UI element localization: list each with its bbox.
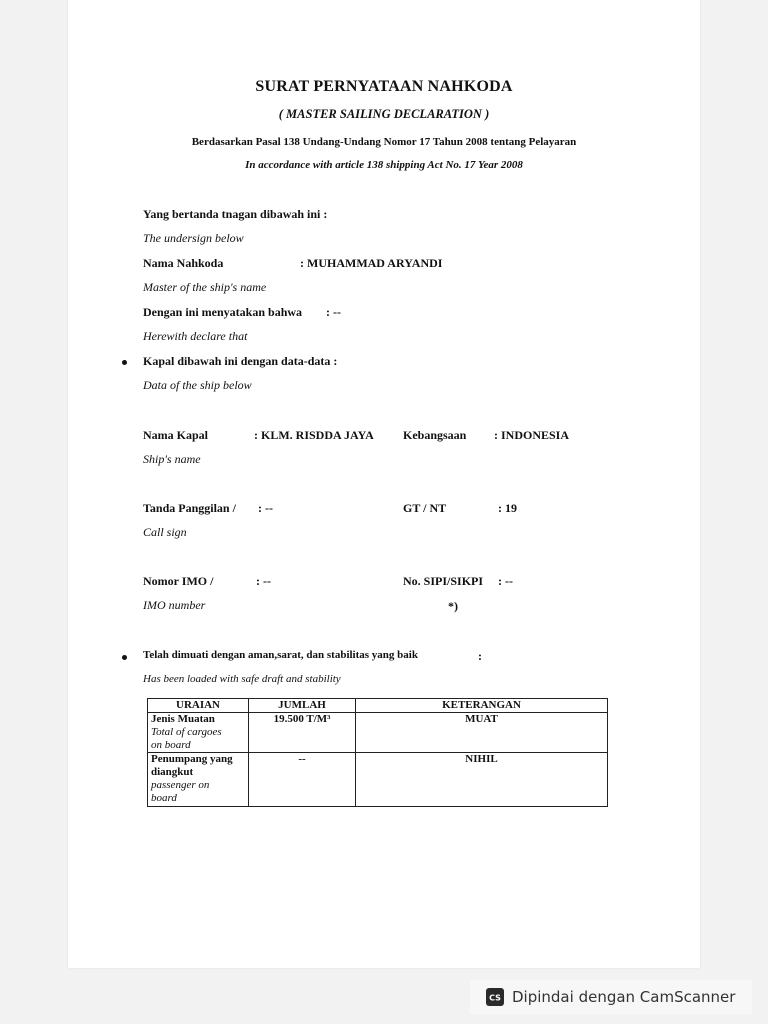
sipi-label: No. SIPI/SIKPI [403, 574, 484, 588]
logo-text: CS [489, 993, 501, 1003]
call-sign-value: : -- [258, 501, 273, 515]
cargo-note: MUAT [356, 713, 608, 753]
legal-basis: Berdasarkan Pasal 138 Undang-Undang Nomor 17 Tahun 2008 tentang Pelayaran [191, 136, 577, 148]
ship-name-value: : KLM. RISDDA JAYA [254, 428, 374, 442]
cargo-type-label-english: Total of cargoes [151, 726, 222, 738]
master-name-value: : MUHAMMAD ARYANDI [300, 256, 443, 270]
bullet-icon [122, 360, 127, 365]
table-header-row [148, 699, 608, 713]
document-subtitle: ( MASTER SAILING DECLARATION ) [278, 107, 490, 121]
row-description [148, 713, 249, 753]
imo-label-english: IMO number [143, 598, 206, 612]
master-name-label: Nama Nahkoda [143, 256, 224, 270]
call-sign-label: Tanda Panggilan / [143, 501, 236, 515]
nationality-value: : INDONESIA [494, 428, 570, 442]
declare-label-english: Herewith declare that [143, 329, 248, 343]
watermark-text: Dipindai dengan CamScanner [512, 988, 736, 1006]
cargo-type-label: Jenis Muatan [151, 713, 215, 725]
passenger-amount: -- [249, 753, 356, 807]
imo-value: : -- [256, 574, 271, 588]
passenger-label: Penumpang yang diangkut [151, 753, 233, 778]
passenger-label-english-cont: board [151, 792, 177, 804]
document-title: SURAT PERNYATAAN NAHKODA [255, 78, 513, 95]
sipi-value: : -- [498, 574, 513, 588]
table-row [148, 713, 608, 753]
loading-heading-english: Has been loaded with safe draft and stability [143, 673, 341, 685]
cargo-amount: 19.500 T/M³ [249, 713, 356, 753]
call-sign-label-english: Call sign [143, 525, 187, 539]
cargo-type-label-english-cont: on board [151, 739, 191, 751]
ship-data-heading: Kapal dibawah ini dengan data-data : [143, 354, 338, 368]
column-header-uraian: URAIAN [148, 699, 249, 713]
master-name-label-english: Master of the ship's name [143, 280, 267, 294]
row-description [148, 753, 249, 807]
ship-name-label: Nama Kapal [143, 428, 209, 442]
nationality-label: Kebangsaan [403, 428, 467, 442]
ship-data-heading-english: Data of the ship below [143, 378, 252, 392]
camscanner-logo-icon [486, 988, 504, 1006]
table-row [148, 753, 608, 807]
column-header-jumlah: JUMLAH [249, 699, 356, 713]
ship-name-label-english: Ship's name [143, 452, 201, 466]
camscanner-watermark [470, 980, 752, 1014]
intro-label: Yang bertanda tnagan dibawah ini : [143, 207, 328, 221]
passenger-label-english: passenger on [151, 779, 210, 791]
declare-label: Dengan ini menyatakan bahwa [143, 305, 303, 319]
gt-nt-value: : 19 [498, 501, 517, 515]
imo-label: Nomor IMO / [143, 574, 214, 588]
gt-nt-label: GT / NT [403, 501, 447, 515]
legal-basis-english: In accordance with article 138 shipping Act No. 17 Year 2008 [245, 159, 523, 171]
declare-value: : -- [326, 305, 341, 319]
bullet-icon [122, 655, 127, 660]
cargo-table [147, 698, 608, 807]
sipi-footnote-mark: *) [448, 599, 458, 613]
intro-label-english: The undersign below [143, 231, 244, 245]
loading-heading: Telah dimuati dengan aman,sarat, dan stabilitas yang baik [143, 649, 418, 661]
loading-heading-colon: : [478, 649, 482, 663]
column-header-keterangan: KETERANGAN [356, 699, 608, 713]
passenger-note: NIHIL [356, 753, 608, 807]
